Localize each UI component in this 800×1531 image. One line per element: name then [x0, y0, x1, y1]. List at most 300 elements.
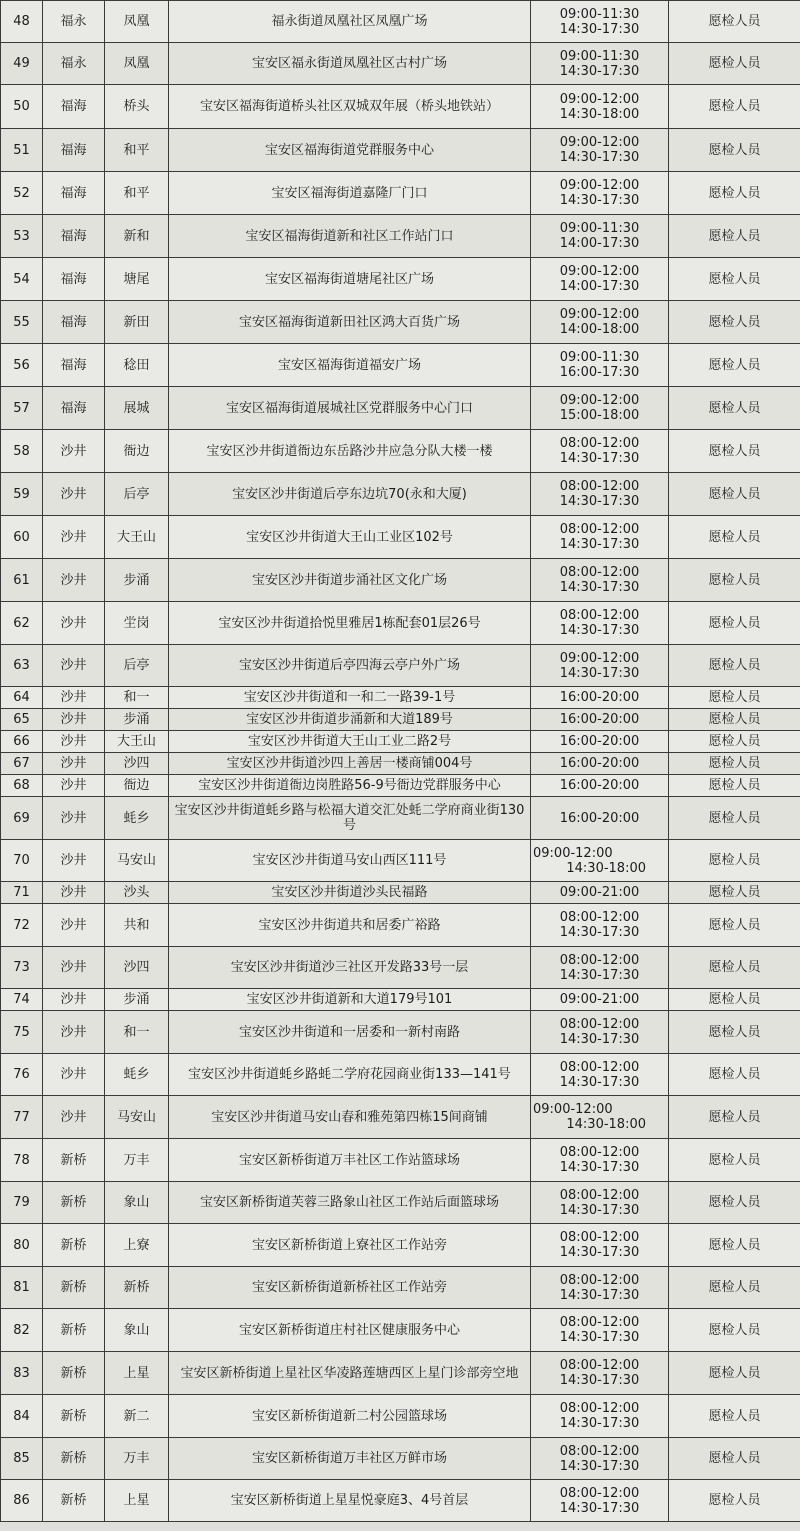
community-cell: 步涌 [105, 559, 169, 602]
community-cell: 万丰 [105, 1139, 169, 1182]
time-cell [531, 904, 669, 947]
community-cell: 沙四 [105, 947, 169, 989]
address-cell: 宝安区沙井街道沙头民福路 [169, 882, 531, 904]
address-cell: 宝安区新桥街道新桥社区工作站旁 [169, 1267, 531, 1309]
row-number: 66 [1, 731, 43, 753]
community-cell: 衙边 [105, 430, 169, 473]
time-slot: 14:30-17:30 [559, 1074, 640, 1090]
address-cell: 宝安区沙井街道沙四上善居一楼商铺004号 [169, 753, 531, 775]
time-slot: 09:00-12:00 [559, 650, 640, 666]
row-number: 59 [1, 473, 43, 516]
address-cell: 宝安区沙井街道大王山工业二路2号 [169, 731, 531, 753]
row-number: 58 [1, 430, 43, 473]
street-cell: 沙井 [43, 1011, 105, 1054]
community-cell: 沙头 [105, 882, 169, 904]
time-slot: 08:00-12:00 [559, 1272, 640, 1288]
time-slot: 08:00-12:00 [559, 1401, 640, 1416]
street-cell: 沙井 [43, 559, 105, 602]
community-cell: 上寮 [105, 1224, 169, 1267]
target-group-cell: 愿检人员 [669, 1182, 800, 1224]
table-row [1, 775, 800, 797]
community-cell: 后亭 [105, 645, 169, 687]
address-cell: 宝安区沙井街道共和居委广裕路 [169, 904, 531, 947]
time-cell [531, 43, 669, 85]
street-cell: 沙井 [43, 1054, 105, 1096]
community-cell: 和一 [105, 1011, 169, 1054]
address-cell: 宝安区沙井街道拾悦里雅居1栋配套01层26号 [169, 602, 531, 645]
time-slot: 14:30-17:30 [559, 580, 640, 595]
row-number: 70 [1, 840, 43, 882]
table-row [1, 947, 800, 989]
address-cell: 宝安区沙井街道衙边东岳路沙井应急分队大楼一楼 [169, 430, 531, 473]
street-cell: 福海 [43, 301, 105, 344]
row-number: 60 [1, 516, 43, 559]
time-slot: 14:30-17:30 [559, 1416, 640, 1431]
community-cell: 和一 [105, 687, 169, 709]
community-cell: 新田 [105, 301, 169, 344]
time-cell [531, 387, 669, 430]
row-number: 65 [1, 709, 43, 731]
street-cell: 福海 [43, 129, 105, 172]
street-cell: 沙井 [43, 709, 105, 731]
row-number: 68 [1, 775, 43, 797]
table-row [1, 1480, 800, 1522]
community-cell: 衙边 [105, 775, 169, 797]
address-cell: 宝安区福永街道凤凰社区古村广场 [169, 43, 531, 85]
time-slot: 14:30-17:30 [559, 1458, 640, 1474]
time-slot: 16:00-20:00 [559, 778, 640, 793]
street-cell: 沙井 [43, 602, 105, 645]
time-slot: 09:00-11:30 [559, 6, 640, 22]
row-number: 52 [1, 172, 43, 215]
time-slot: 14:00-17:30 [559, 236, 640, 251]
time-cell [531, 473, 669, 516]
time-cell [531, 775, 669, 797]
community-cell: 塘尾 [105, 258, 169, 301]
address-cell: 宝安区新桥街道上星星悦豪庭3、4号首层 [169, 1480, 531, 1522]
row-number: 57 [1, 387, 43, 430]
address-cell: 宝安区福海街道展城社区党群服务中心门口 [169, 387, 531, 430]
table-row [1, 258, 800, 301]
address-cell: 宝安区新桥街道上寮社区工作站旁 [169, 1224, 531, 1267]
street-cell: 福海 [43, 258, 105, 301]
time-cell [531, 215, 669, 258]
time-slot: 14:30-18:00 [566, 860, 646, 876]
street-cell: 新桥 [43, 1139, 105, 1182]
table-row [1, 1096, 800, 1139]
time-slot: 14:30-17:30 [559, 21, 640, 37]
row-number: 85 [1, 1438, 43, 1480]
target-group-cell: 愿检人员 [669, 882, 800, 904]
target-group-cell: 愿检人员 [669, 1395, 800, 1438]
time-slot: 14:30-17:30 [559, 63, 640, 79]
target-group-cell: 愿检人员 [669, 1, 800, 43]
target-group-cell: 愿检人员 [669, 258, 800, 301]
address-cell: 宝安区新桥街道万丰社区工作站篮球场 [169, 1139, 531, 1182]
time-slot: 08:00-12:00 [559, 1017, 640, 1032]
address-cell: 宝安区新桥街道芙蓉三路象山社区工作站后面篮球场 [169, 1182, 531, 1224]
time-cell [531, 1395, 669, 1438]
time-cell [531, 882, 669, 904]
table-row [1, 1139, 800, 1182]
time-slot: 08:00-12:00 [559, 608, 640, 623]
target-group-cell: 愿检人员 [669, 775, 800, 797]
table-row [1, 1267, 800, 1309]
time-cell [531, 1096, 669, 1139]
table-row [1, 1182, 800, 1224]
time-slot: 09:00-12:00 [559, 264, 640, 279]
table-row [1, 1, 800, 43]
address-cell: 宝安区新桥街道上星社区华凌路莲塘西区上星门诊部旁空地 [169, 1352, 531, 1395]
table-row [1, 840, 800, 882]
address-cell: 宝安区沙井街道大王山工业区102号 [169, 516, 531, 559]
street-cell: 沙井 [43, 840, 105, 882]
row-number: 63 [1, 645, 43, 687]
time-slot: 14:00-18:00 [559, 322, 640, 337]
table-row [1, 172, 800, 215]
time-slot: 08:00-12:00 [559, 1230, 640, 1245]
time-cell [531, 1309, 669, 1352]
time-slot: 14:30-17:30 [559, 451, 640, 466]
time-slot: 14:30-17:30 [559, 150, 640, 165]
row-number: 79 [1, 1182, 43, 1224]
time-cell [531, 1438, 669, 1480]
target-group-cell: 愿检人员 [669, 1352, 800, 1395]
target-group-cell: 愿检人员 [669, 1267, 800, 1309]
time-cell [531, 709, 669, 731]
street-cell: 沙井 [43, 882, 105, 904]
target-group-cell: 愿检人员 [669, 709, 800, 731]
street-cell: 沙井 [43, 473, 105, 516]
address-cell: 宝安区福海街道桥头社区双城双年展（桥头地铁站） [169, 85, 531, 129]
row-number: 81 [1, 1267, 43, 1309]
table-row [1, 731, 800, 753]
target-group-cell: 愿检人员 [669, 602, 800, 645]
street-cell: 沙井 [43, 516, 105, 559]
street-cell: 新桥 [43, 1267, 105, 1309]
target-group-cell: 愿检人员 [669, 43, 800, 85]
table-row [1, 43, 800, 85]
target-group-cell: 愿检人员 [669, 731, 800, 753]
street-cell: 沙井 [43, 947, 105, 989]
row-number: 49 [1, 43, 43, 85]
time-cell [531, 129, 669, 172]
time-slot: 09:00-12:00 [559, 91, 640, 107]
table-row [1, 1395, 800, 1438]
row-number: 83 [1, 1352, 43, 1395]
time-slot: 14:30-17:30 [559, 1160, 640, 1175]
time-slot: 14:30-17:30 [559, 1032, 640, 1047]
target-group-cell: 愿检人员 [669, 129, 800, 172]
community-cell: 共和 [105, 904, 169, 947]
street-cell: 新桥 [43, 1182, 105, 1224]
time-slot: 09:00-11:30 [559, 221, 640, 236]
community-cell: 和平 [105, 129, 169, 172]
time-cell [531, 989, 669, 1011]
target-group-cell: 愿检人员 [669, 1139, 800, 1182]
time-cell [531, 731, 669, 753]
table-row [1, 1352, 800, 1395]
address-cell: 宝安区福海街道嘉隆厂门口 [169, 172, 531, 215]
target-group-cell: 愿检人员 [669, 1480, 800, 1522]
street-cell: 福永 [43, 1, 105, 43]
target-group-cell: 愿检人员 [669, 645, 800, 687]
time-slot: 16:00-20:00 [559, 712, 640, 727]
address-cell: 宝安区沙井街道沙三社区开发路33号一层 [169, 947, 531, 989]
street-cell: 福海 [43, 215, 105, 258]
community-cell: 坣岗 [105, 602, 169, 645]
time-slot: 16:00-20:00 [559, 734, 640, 749]
time-slot: 08:00-12:00 [559, 522, 640, 537]
street-cell: 新桥 [43, 1480, 105, 1522]
time-slot: 14:00-17:30 [559, 279, 640, 294]
table-row [1, 882, 800, 904]
table-row [1, 797, 800, 840]
target-group-cell: 愿检人员 [669, 172, 800, 215]
time-cell [531, 645, 669, 687]
table-row [1, 1054, 800, 1096]
row-number: 72 [1, 904, 43, 947]
table-row [1, 645, 800, 687]
row-number: 51 [1, 129, 43, 172]
community-cell: 沙四 [105, 753, 169, 775]
address-cell: 宝安区福海街道塘尾社区广场 [169, 258, 531, 301]
table-row [1, 473, 800, 516]
time-slot: 08:00-12:00 [559, 952, 640, 968]
community-cell: 象山 [105, 1182, 169, 1224]
row-number: 55 [1, 301, 43, 344]
address-cell: 宝安区新桥街道万丰社区万鲜市场 [169, 1438, 531, 1480]
time-slot: 09:00-12:00 [559, 393, 640, 408]
time-slot: 08:00-12:00 [559, 1059, 640, 1075]
street-cell: 沙井 [43, 989, 105, 1011]
table-row [1, 1224, 800, 1267]
time-slot: 14:30-17:30 [559, 1245, 640, 1260]
address-cell: 宝安区沙井街道步涌社区文化广场 [169, 559, 531, 602]
table-row [1, 989, 800, 1011]
community-cell: 桥头 [105, 85, 169, 129]
table-row [1, 904, 800, 947]
table-row [1, 1011, 800, 1054]
community-cell: 和平 [105, 172, 169, 215]
street-cell: 沙井 [43, 775, 105, 797]
street-cell: 沙井 [43, 731, 105, 753]
time-cell [531, 1011, 669, 1054]
address-cell: 宝安区沙井街道和一和二一路39-1号 [169, 687, 531, 709]
row-number: 82 [1, 1309, 43, 1352]
time-cell [531, 1224, 669, 1267]
time-slot: 14:30-17:30 [559, 537, 640, 552]
table-row [1, 387, 800, 430]
time-cell [531, 947, 669, 989]
time-slot: 14:30-17:30 [559, 665, 640, 681]
row-number: 84 [1, 1395, 43, 1438]
time-cell [531, 344, 669, 387]
street-cell: 沙井 [43, 1096, 105, 1139]
time-slot: 14:30-17:30 [559, 1373, 640, 1388]
table-row [1, 602, 800, 645]
row-number: 62 [1, 602, 43, 645]
time-slot: 09:00-12:00 [559, 178, 640, 193]
address-cell: 宝安区福海街道党群服务中心 [169, 129, 531, 172]
street-cell: 福永 [43, 43, 105, 85]
row-number: 53 [1, 215, 43, 258]
time-slot: 09:00-21:00 [559, 992, 640, 1007]
street-cell: 沙井 [43, 687, 105, 709]
row-number: 73 [1, 947, 43, 989]
table-body [1, 1, 800, 1522]
time-cell [531, 1182, 669, 1224]
target-group-cell: 愿检人员 [669, 1224, 800, 1267]
table-row [1, 1309, 800, 1352]
target-group-cell: 愿检人员 [669, 1309, 800, 1352]
time-slot: 14:30-17:30 [559, 967, 640, 983]
row-number: 78 [1, 1139, 43, 1182]
time-slot: 14:30-17:30 [559, 623, 640, 638]
time-slot: 14:30-17:30 [559, 1500, 640, 1516]
target-group-cell: 愿检人员 [669, 430, 800, 473]
street-cell: 新桥 [43, 1309, 105, 1352]
row-number: 50 [1, 85, 43, 129]
address-cell: 宝安区沙井街道衙边岗胜路56-9号衙边党群服务中心 [169, 775, 531, 797]
address-cell: 宝安区沙井街道马安山西区111号 [169, 840, 531, 882]
address-cell: 宝安区沙井街道和一居委和一新村南路 [169, 1011, 531, 1054]
time-slot: 09:00-11:30 [559, 350, 640, 365]
target-group-cell: 愿检人员 [669, 301, 800, 344]
time-slot: 14:30-17:30 [559, 1330, 640, 1345]
address-cell: 宝安区福海街道福安广场 [169, 344, 531, 387]
address-cell: 宝安区沙井街道后亭东边坑70(永和大厦) [169, 473, 531, 516]
address-cell: 宝安区沙井街道步涌新和大道189号 [169, 709, 531, 731]
time-cell [531, 602, 669, 645]
target-group-cell: 愿检人员 [669, 516, 800, 559]
row-number: 48 [1, 1, 43, 43]
community-cell: 蚝乡 [105, 797, 169, 840]
time-slot: 09:00-11:30 [559, 48, 640, 64]
row-number: 77 [1, 1096, 43, 1139]
time-slot: 09:00-12:00 [559, 307, 640, 322]
target-group-cell: 愿检人员 [669, 840, 800, 882]
address-cell: 宝安区沙井街道蚝乡路与松福大道交汇处蚝二学府商业街130号 [169, 797, 531, 840]
time-slot: 09:00-21:00 [559, 885, 640, 900]
time-slot: 14:30-17:30 [559, 494, 640, 509]
street-cell: 福海 [43, 172, 105, 215]
target-group-cell: 愿检人员 [669, 947, 800, 989]
community-cell: 新二 [105, 1395, 169, 1438]
time-slot: 09:00-12:00 [533, 1102, 613, 1117]
target-group-cell: 愿检人员 [669, 473, 800, 516]
street-cell: 沙井 [43, 753, 105, 775]
time-cell [531, 1, 669, 43]
street-cell: 新桥 [43, 1438, 105, 1480]
street-cell: 新桥 [43, 1352, 105, 1395]
address-cell: 福永街道凤凰社区凤凰广场 [169, 1, 531, 43]
address-cell: 宝安区沙井街道后亭四海云亭户外广场 [169, 645, 531, 687]
row-number: 71 [1, 882, 43, 904]
target-group-cell: 愿检人员 [669, 904, 800, 947]
target-group-cell: 愿检人员 [669, 1438, 800, 1480]
time-cell [531, 430, 669, 473]
row-number: 86 [1, 1480, 43, 1522]
street-cell: 沙井 [43, 797, 105, 840]
time-slot: 14:30-18:00 [559, 106, 640, 122]
address-cell: 宝安区沙井街道马安山春和雅苑第四栋15间商铺 [169, 1096, 531, 1139]
time-slot: 16:00-20:00 [559, 756, 640, 771]
community-cell: 后亭 [105, 473, 169, 516]
table-row [1, 430, 800, 473]
time-cell [531, 559, 669, 602]
table-row [1, 753, 800, 775]
community-cell: 万丰 [105, 1438, 169, 1480]
time-slot: 08:00-12:00 [559, 1145, 640, 1160]
table-row [1, 1438, 800, 1480]
row-number: 54 [1, 258, 43, 301]
time-slot: 14:30-17:30 [559, 925, 640, 940]
time-cell [531, 1480, 669, 1522]
target-group-cell: 愿检人员 [669, 989, 800, 1011]
target-group-cell: 愿检人员 [669, 215, 800, 258]
target-group-cell: 愿检人员 [669, 85, 800, 129]
time-slot: 16:00-20:00 [559, 810, 640, 826]
target-group-cell: 愿检人员 [669, 387, 800, 430]
street-cell: 沙井 [43, 430, 105, 473]
row-number: 56 [1, 344, 43, 387]
time-slot: 14:30-17:30 [559, 1202, 640, 1218]
target-group-cell: 愿检人员 [669, 1011, 800, 1054]
target-group-cell: 愿检人员 [669, 559, 800, 602]
table-row [1, 687, 800, 709]
row-number: 76 [1, 1054, 43, 1096]
community-cell: 展城 [105, 387, 169, 430]
time-slot: 08:00-12:00 [559, 565, 640, 580]
time-slot: 08:00-12:00 [559, 1315, 640, 1330]
time-cell [531, 301, 669, 344]
time-slot: 16:00-17:30 [559, 365, 640, 380]
street-cell: 福海 [43, 344, 105, 387]
address-cell: 宝安区新桥街道新二村公园篮球场 [169, 1395, 531, 1438]
community-cell: 上星 [105, 1352, 169, 1395]
street-cell: 沙井 [43, 904, 105, 947]
table-row [1, 215, 800, 258]
address-cell: 宝安区福海街道新和社区工作站门口 [169, 215, 531, 258]
table-row [1, 129, 800, 172]
target-group-cell: 愿检人员 [669, 344, 800, 387]
table-row [1, 559, 800, 602]
time-slot: 08:00-12:00 [559, 1485, 640, 1501]
community-cell: 蚝乡 [105, 1054, 169, 1096]
street-cell: 沙井 [43, 645, 105, 687]
time-slot: 14:30-18:00 [566, 1117, 646, 1132]
time-cell [531, 840, 669, 882]
community-cell: 上星 [105, 1480, 169, 1522]
time-cell [531, 797, 669, 840]
time-cell [531, 172, 669, 215]
row-number: 69 [1, 797, 43, 840]
community-cell: 马安山 [105, 1096, 169, 1139]
target-group-cell: 愿检人员 [669, 753, 800, 775]
time-cell [531, 85, 669, 129]
table-row [1, 516, 800, 559]
time-cell [531, 1352, 669, 1395]
time-slot: 09:00-12:00 [559, 135, 640, 150]
street-cell: 福海 [43, 387, 105, 430]
community-cell: 新和 [105, 215, 169, 258]
time-slot: 16:00-20:00 [559, 690, 640, 705]
street-cell: 新桥 [43, 1395, 105, 1438]
time-cell [531, 1267, 669, 1309]
time-slot: 14:30-17:30 [559, 193, 640, 208]
target-group-cell: 愿检人员 [669, 1096, 800, 1139]
